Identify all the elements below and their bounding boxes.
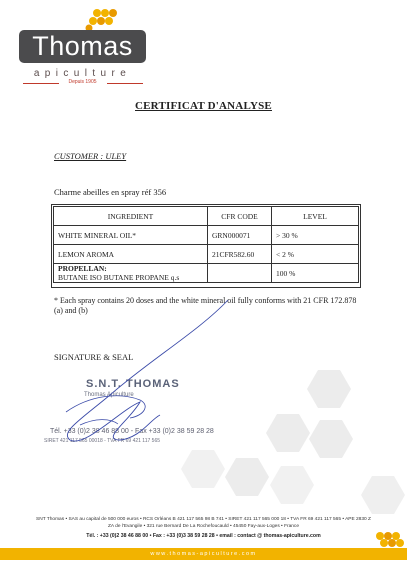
stamp-name: S.N.T. THOMAS	[86, 378, 180, 390]
footer-honeycomb-icon	[370, 528, 407, 550]
header-level: LEVEL	[272, 207, 359, 226]
footer-website-link[interactable]: www.thomas-apiculture.com	[150, 551, 257, 557]
cell-level: > 30 %	[272, 226, 359, 245]
stamp-siret: SIRET 421 117 565 00018 - TVA FR 69 421 117 565	[44, 438, 161, 444]
footer-legal-line-2: ZA de l'Evangile • 321 rue Bernard De La Rochefoucauld • 45450 Fay-aux-Loges • France	[107, 523, 299, 529]
footer-legal	[0, 517, 407, 530]
stamp-tel: Tél. +33 (0)2 38 46 88 00 - Fax +33 (0)2 38 59 28 28	[50, 428, 214, 435]
cell-ingredient: WHITE MINERAL OIL*	[54, 226, 208, 245]
footer-bottom-strip	[0, 560, 407, 570]
footer-legal-line-1: SNT Thomas • SAS au capital de 500 000 euros • RCS Orléans B 421 117 565 98 B 741 • SIRET 421 117 565 000 18 • TVA FR 69 421 117 565 • APE 2830 Z	[36, 517, 371, 522]
cell-cfr-code: 21CFR582.60	[208, 245, 272, 264]
customer-line: CUSTOMER : ULEY	[54, 151, 127, 161]
cell-cfr-code: GRN000071	[208, 226, 272, 245]
header-ingredient: INGREDIENT	[54, 207, 208, 226]
footer-contact: Tél. : +33 (0)2 38 46 88 00 • Fax : +33 (0)3 38 59 28 28 • email : contact @ thomas-apiculture.com	[86, 533, 321, 539]
logo-tagline: apiculture	[33, 68, 132, 79]
cell-ingredient: LEMON AROMA	[54, 245, 208, 264]
logo-since: Depuis 1905	[68, 79, 97, 85]
logo-name: Thomas	[32, 31, 133, 61]
document-title: CERTIFICAT D'ANALYSE	[135, 100, 272, 112]
cell-level: 100 %	[272, 264, 359, 283]
stamp-sub: Thomas Apiculture	[84, 392, 134, 398]
cell-level: < 2 %	[272, 245, 359, 264]
signature-label: SIGNATURE & SEAL	[54, 352, 134, 362]
propellant-title: PROPELLAN:	[58, 264, 107, 273]
product-line: Charme abeilles en spray réf 356	[54, 187, 167, 197]
conformity-note: * Each spray contains 20 doses and the white mineral oil fully conforms with 21 CFR 172.878 (a) and (b)	[54, 296, 357, 315]
header-cfr-code: CFR CODE	[208, 207, 272, 226]
propellant-detail: BUTANE ISO BUTANE PROPANE q.s	[58, 273, 180, 282]
